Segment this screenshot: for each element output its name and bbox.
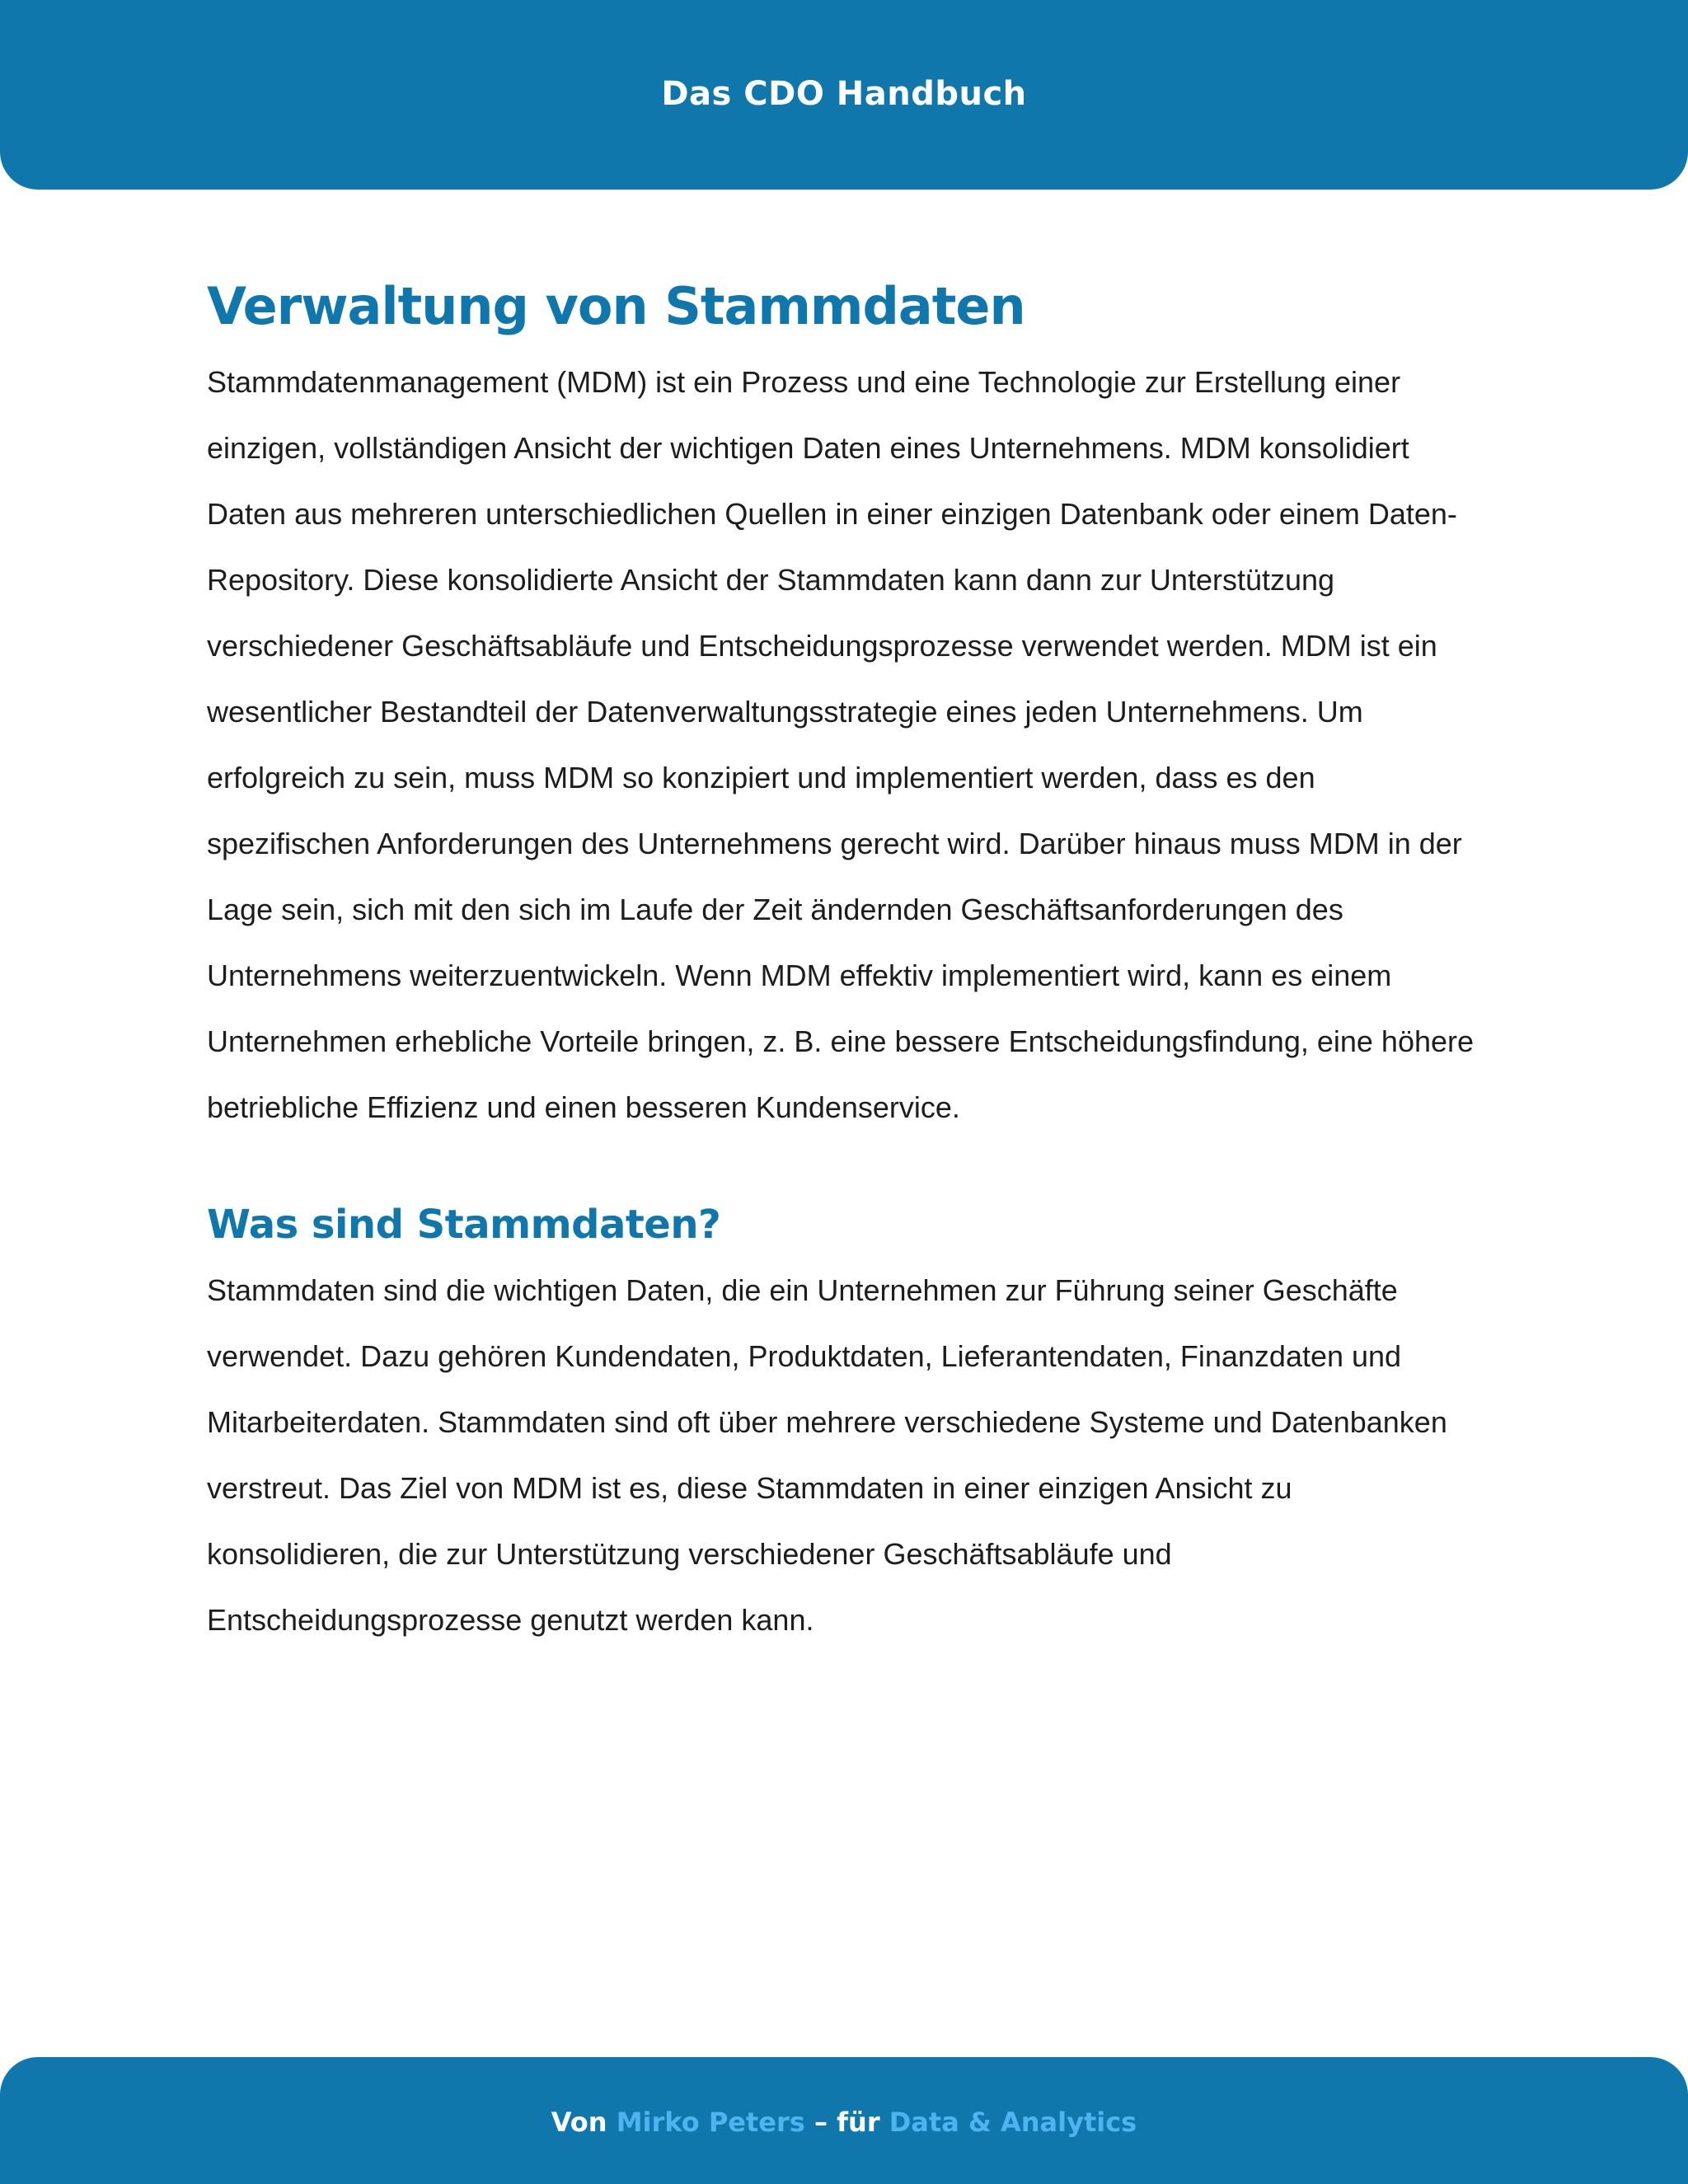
footer-credit bbox=[551, 2107, 1137, 2138]
header-title: Das CDO Handbuch bbox=[661, 74, 1027, 113]
section-heading: Verwaltung von Stammdaten bbox=[207, 276, 1025, 336]
intro-paragraph: Stammdatenmanagement (MDM) ist ein Prozess und eine Technologie zur Erstellung einer einzigen, vollständigen Ansicht der wichtigen Daten eines Unternehmens. MDM konsolidiert Daten aus mehreren unterschiedlichen Quellen in einer einzigen Datenbank oder einem Daten-Repository. Diese konsolidierte Ansicht der Stammdaten kann dann zur Unterstützung verschiedener Geschäftsabläufe und Entscheidungsprozesse verwendet werden. MDM ist ein wesentlicher Bestandteil der Datenverwaltungsstrategie eines jeden Unternehmens. Um erfolgreich zu sein, muss MDM so konzipiert und implementiert werden, dass es den spezifischen Anforderungen des Unternehmens gerecht wird. Darüber hinaus muss MDM in der Lage sein, sich mit den sich im Laufe der Zeit ändernden Geschäftsanforderungen des Unternehmens weiterzuentwickeln. Wenn MDM effektiv implementiert wird, kann es einem Unternehmen erhebliche Vorteile bringen, z. B. eine bessere Entscheidungsfindung, eine höhere betriebliche Effizienz und einen besseren Kundenservice. bbox=[207, 365, 1475, 1124]
footer-separator: – für bbox=[804, 2107, 889, 2138]
page-header bbox=[0, 0, 1688, 190]
definition-paragraph: Stammdaten sind die wichtigen Daten, die ein Unternehmen zur Führung seiner Geschäfte verwendet. Dazu gehören Kundendaten, Produktdaten, Lieferantendaten, Finanzdaten und Mitarbeiterdaten. Stammdaten sind oft über mehrere verschiedene Systeme und Datenbanken verstreut. Das Ziel von MDM ist es, diese Stammdaten in einer einzigen Ansicht zu konsolidieren, die zur Unterstützung verschiedener Geschäftsabläufe und Entscheidungsprozesse genutzt werden kann. bbox=[207, 1273, 1447, 1637]
footer-author: Mirko Peters bbox=[616, 2107, 805, 2138]
footer-prefix: Von bbox=[551, 2107, 617, 2138]
subsection-heading: Was sind Stammdaten? bbox=[207, 1202, 721, 1248]
footer-brand: Data & Analytics bbox=[889, 2107, 1137, 2138]
main-content bbox=[207, 264, 1493, 1653]
page-footer bbox=[0, 2057, 1688, 2184]
